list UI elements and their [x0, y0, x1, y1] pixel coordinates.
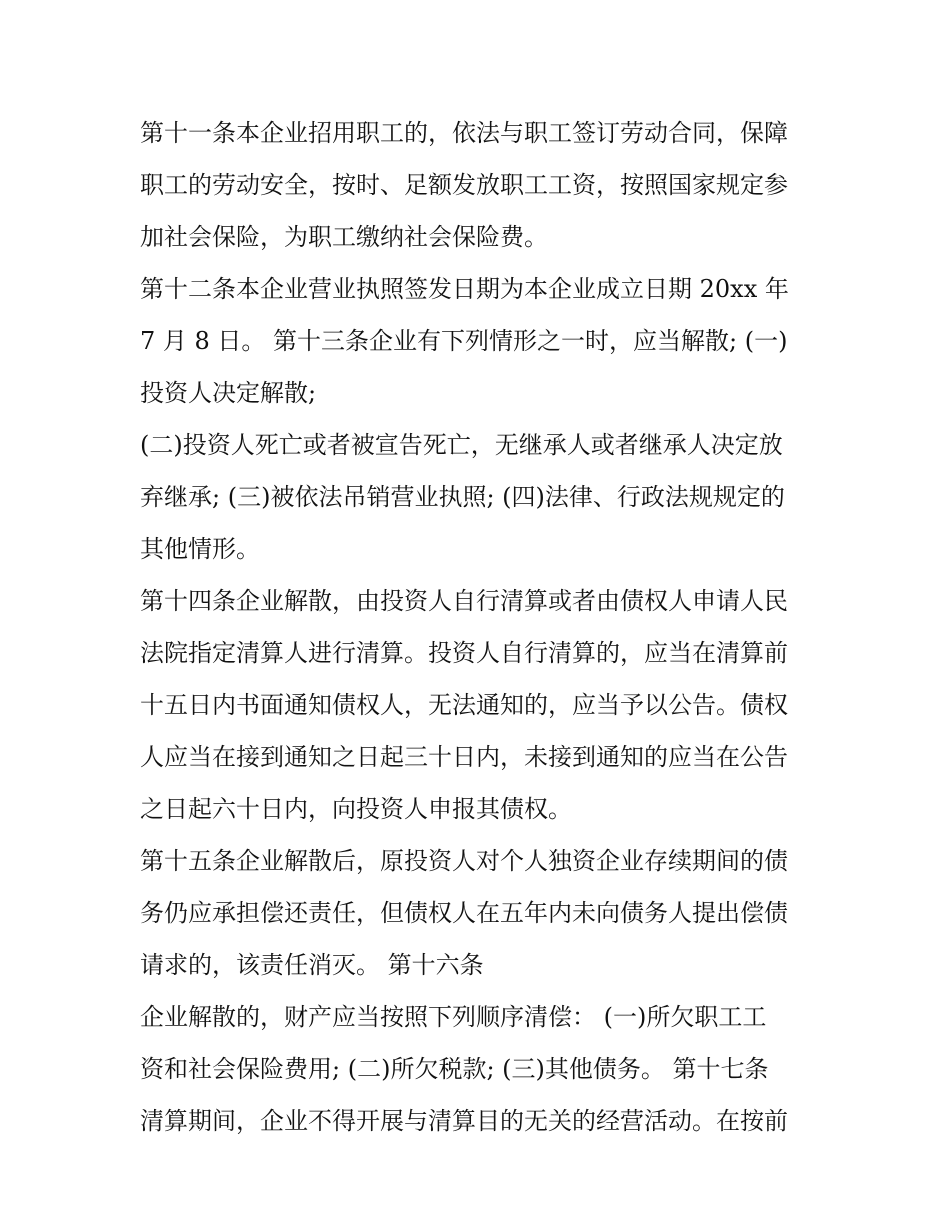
text-line: 十五日内书面通知债权人，无法通知的，应当予以公告。债权	[140, 691, 788, 719]
document-body	[140, 107, 830, 1147]
text-line: 7 月 8 日。 第十三条企业有下列情形之一时，应当解散; (一)	[140, 327, 788, 355]
text-line: 加社会保险，为职工缴纳社会保险费。	[140, 223, 548, 251]
text-line: 务仍应承担偿还责任，但债权人在五年内未向债务人提出偿债	[140, 899, 788, 927]
text-line: 投资人决定解散;	[140, 379, 317, 407]
text-line: 第十一条本企业招用职工的，依法与职工签订劳动合同，保障	[140, 119, 788, 147]
text-line: 请求的，该责任消灭。 第十六条	[140, 951, 484, 979]
text-line: 之日起六十日内，向投资人申报其债权。	[140, 795, 572, 823]
text-line: (二)投资人死亡或者被宣告死亡，无继承人或者继承人决定放	[140, 431, 783, 459]
text-line: 第十四条企业解散，由投资人自行清算或者由债权人申请人民	[140, 587, 788, 615]
text-line: 弃继承; (三)被依法吊销营业执照; (四)法律、行政法规规定的	[140, 483, 785, 511]
text-line: 第十五条企业解散后，原投资人对个人独资企业存续期间的债	[140, 847, 788, 875]
text-line: 其他情形。	[140, 535, 260, 563]
text-line: 第十二条本企业营业执照签发日期为本企业成立日期 20xx 年	[140, 275, 789, 303]
text-line: 人应当在接到通知之日起三十日内，未接到通知的应当在公告	[140, 743, 788, 771]
text-line: 清算期间，企业不得开展与清算目的无关的经营活动。在按前	[140, 1107, 788, 1135]
text-line: 资和社会保险费用; (二)所欠税款; (三)其他债务。 第十七条	[140, 1055, 769, 1083]
text-line: 职工的劳动安全，按时、足额发放职工工资，按照国家规定参	[140, 171, 788, 199]
text-line: 企业解散的，财产应当按照下列顺序清偿： (一)所欠职工工	[140, 1003, 767, 1031]
text-line: 法院指定清算人进行清算。投资人自行清算的，应当在清算前	[140, 639, 788, 667]
